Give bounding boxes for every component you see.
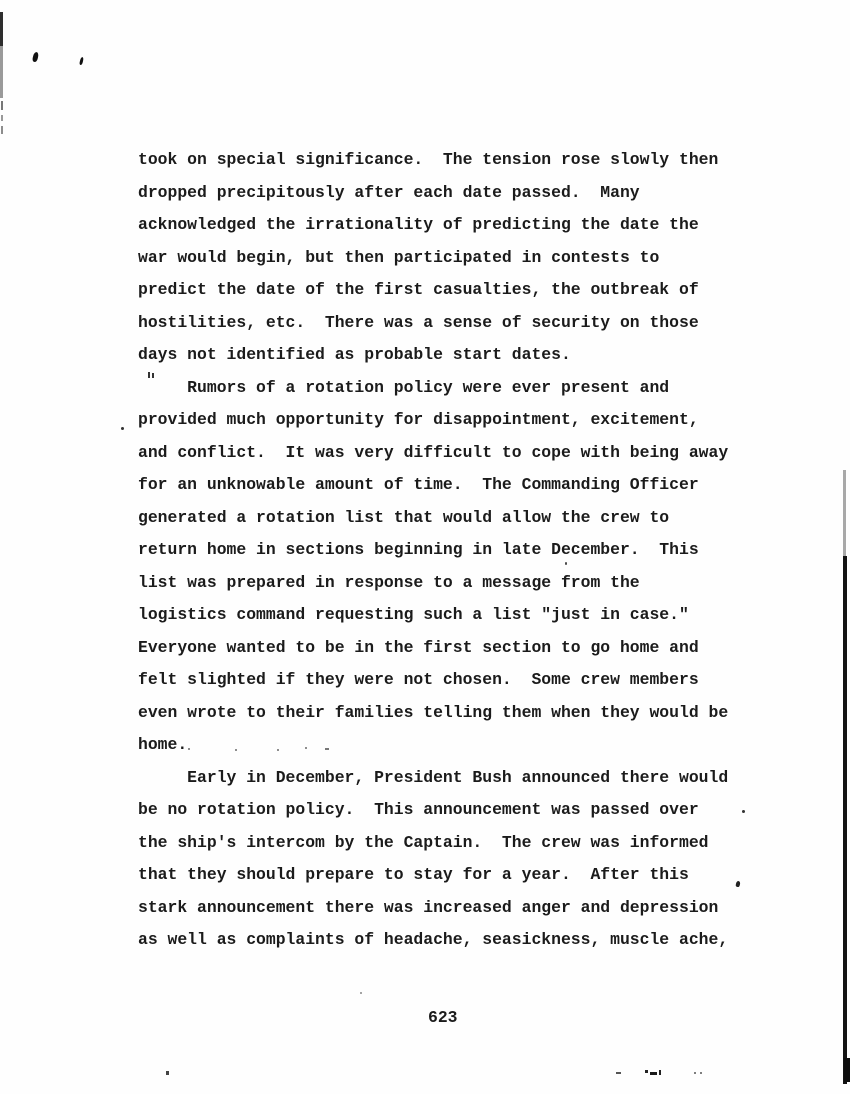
text-line: took on special significance. The tension rose slowly then [138,150,719,169]
text-line: generated a rotation list that would allow the crew to [138,507,670,527]
scan-artifact-left-streak [1,126,3,134]
text-line: for an unknowable amount of time. The Commanding Officer [138,475,699,494]
text-line: that they should prepare to stay for a year. After this [138,865,689,884]
text-line: felt slighted if they were not chosen. Some crew members [138,670,699,689]
text-line: acknowledged the irrationality of predicting the date the [138,215,699,234]
text-line: dropped precipitously after each date passed. Many [138,182,640,202]
text-line: days not identified as probable start dates. [138,345,571,364]
text-line: logistics command requesting such a list "just in case." [138,605,689,624]
scan-speck [616,1072,621,1074]
scan-speck [166,1071,169,1075]
scan-artifact-right-streak [843,556,847,1084]
scan-speck [694,1072,696,1074]
document-body-text [138,144,763,957]
text-line: Everyone wanted to be in the first section to go home and [138,637,699,657]
scan-artifact-left-streak [1,115,3,121]
scan-artifact-right-streak [843,470,846,558]
scan-speck [360,992,362,994]
text-line: even wrote to their families telling them when they would be [138,702,729,722]
scan-artifact-left-streak [0,46,3,98]
text-line: and conflict. It was very difficult to cope with being away [138,442,729,462]
text-line: provided much opportunity for disappointment, excitement, [138,410,699,429]
scan-artifact-right-streak [844,1058,850,1082]
text-line: stark announcement there was increased anger and depression [138,897,719,917]
scan-speck [650,1072,657,1075]
text-line: hostilities, etc. There was a sense of security on those [138,312,699,332]
text-line: Early in December, President Bush announced there would [138,767,729,787]
text-line: the ship's intercom by the Captain. The crew was informed [138,832,709,852]
scan-speck [659,1070,661,1075]
text-line: predict the date of the first casualties, the outbreak of [138,280,699,299]
text-line: war would begin, but then participated in contests to [138,247,660,267]
scan-speck [700,1072,702,1074]
scan-speck [32,52,39,63]
text-line: list was prepared in response to a message from the [138,572,640,592]
scan-artifact-left-streak [0,12,3,46]
text-line: return home in sections beginning in late December. This [138,540,699,559]
text-line: as well as complaints of headache, seasickness, muscle ache, [138,930,729,949]
scan-speck [79,57,84,65]
page-number: 623 [428,1008,458,1027]
scan-speck [121,427,124,430]
text-line: be no rotation policy. This announcement was passed over [138,800,699,819]
text-line: home. [138,735,188,754]
scan-speck [645,1070,648,1073]
scan-artifact-left-streak [1,101,3,110]
text-line: Rumors of a rotation policy were ever present and [138,377,670,397]
